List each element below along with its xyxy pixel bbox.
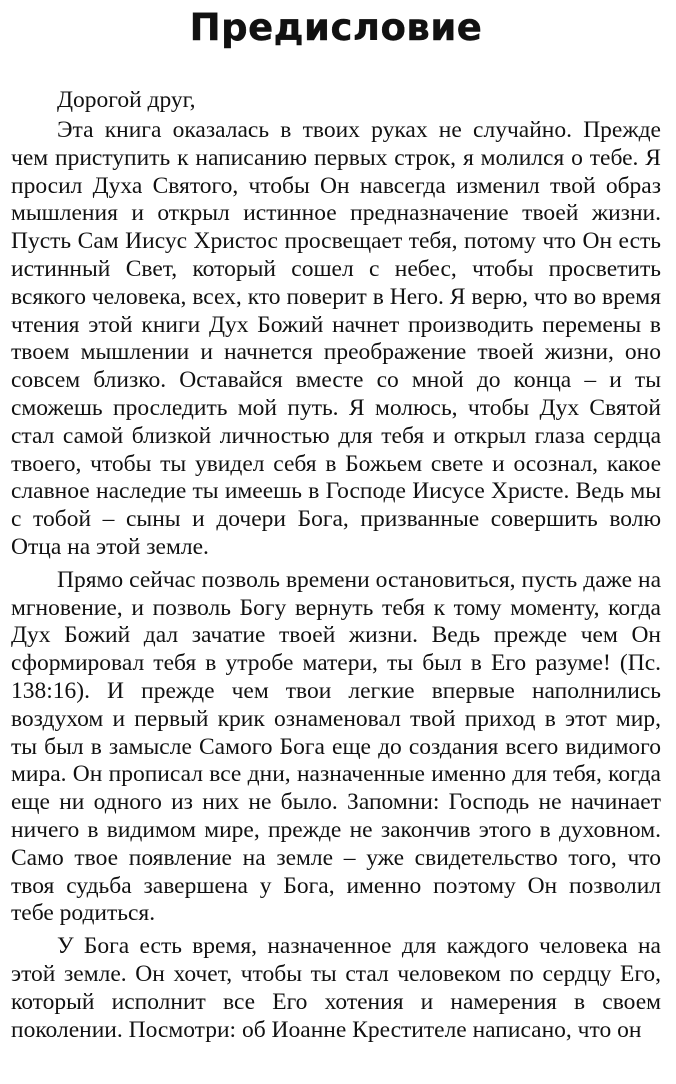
paragraph-3: У Бога есть время, назначенное для каждого человека на этой земле. Он хочет, чтобы ты стал человеком по сердцу Его, который исполнит все Его хотения и намерения в своем поколении. Посмотри: об Иоанне Крестителе написано, что он [11, 933, 661, 1043]
greeting-line: Дорогой друг, [57, 87, 196, 113]
paragraph-1: Эта книга оказалась в твоих руках не случайно. Прежде чем приступить к написанию первых строк, я молился о тебе. Я просил Духа Святого, чтобы Он навсегда изменил твой образ мышления и открыл истинное предназначение твоей жизни. Пусть Сам Иисус Христос просвещает тебя, потому что Он есть истинный Свет, который сошел с небес, чтобы просветить всякого человека, всех, кто поверит в Него. Я верю, что во время чтения этой книги Дух Божий начнет производить перемены в твоем мышлении и начнется преображение твоей жизни, оно совсем близко. Оставайся вместе со мной до конца – и ты сможешь проследить мой путь. Я молюсь, чтобы Дух Святой стал самой близкой личностью для тебя и открыл глаза сердца твоего, чтобы ты увидел себя в Божьем свете и осознал, какое славное наследие ты имеешь в Господе Иисусе Христе. Ведь мы с тобой – сыны и дочери Бога, призванные совершить волю Отца на этой земле. [11, 117, 661, 560]
paragraph-2: Прямо сейчас позволь времени остановиться, пусть даже на мгновение, и позволь Богу вернуть тебя к тому моменту, когда Дух Божий дал зачатие твоей жизни. Ведь прежде чем Он сформировал тебя в утробе матери, ты был в Его разуме! (Пс. 138:16). И прежде чем твои легкие впервые наполнились воздухом и первый крик ознаменовал твой приход в этот мир, ты был в замысле Самого Бога еще до создания всего видимого мира. Он прописал все дни, назначенные именно для тебя, когда еще ни одного из них не было. Запомни: Господь не начинает ничего в видимом мире, прежде не закончив этого в духовном. Само твое появление на земле – уже свидетельство того, что твоя судьба завершена у Бога, именно поэтому Он позволил тебе родиться. [11, 566, 661, 927]
chapter-heading: Предисловие [189, 6, 483, 49]
